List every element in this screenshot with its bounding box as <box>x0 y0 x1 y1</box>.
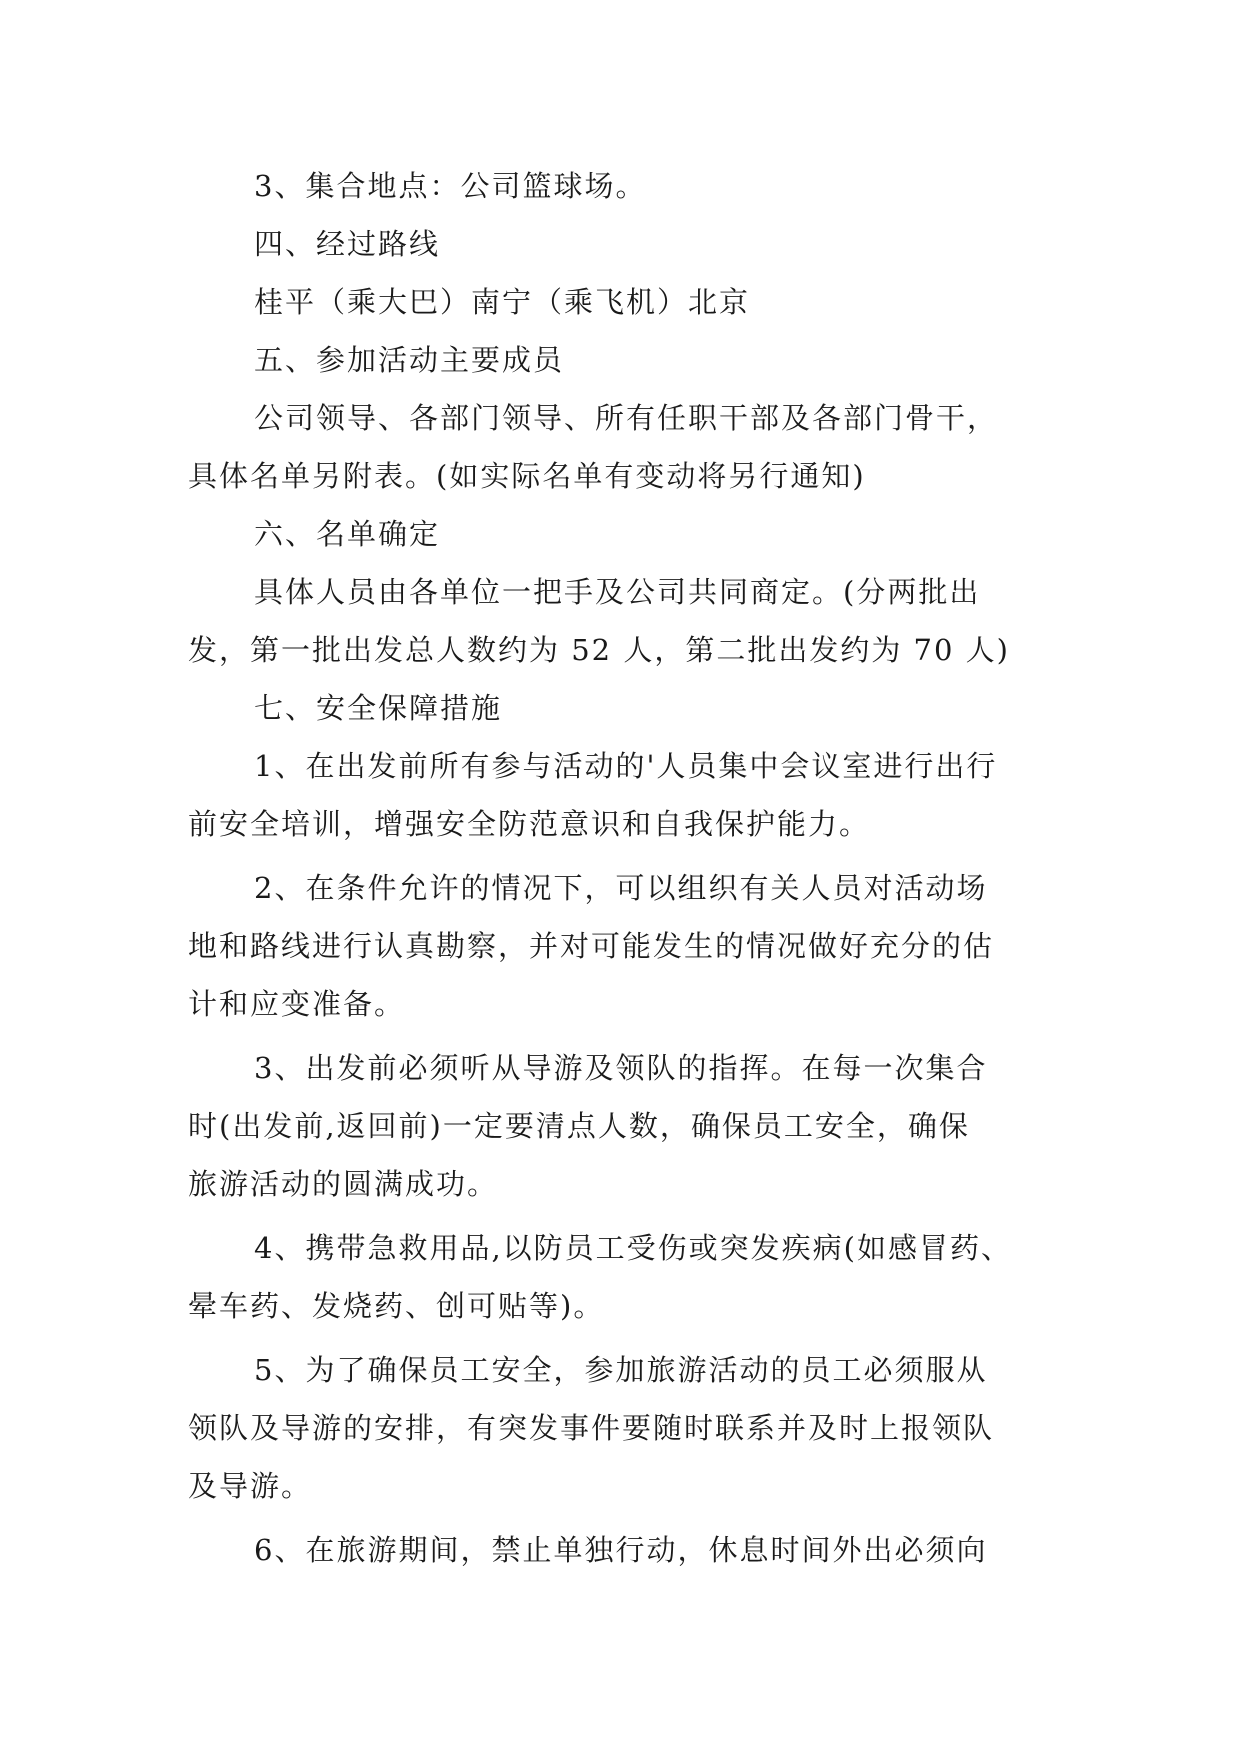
text-line-assembly-point: 3、集合地点：公司篮球场。 <box>254 169 647 203</box>
text-line-route: 桂平（乘大巴）南宁（乘飞机）北京 <box>254 285 751 319</box>
text-line-list-1: 具体人员由各单位一把手及公司共同商定。(分两批出 <box>254 575 981 609</box>
text-line-safety-3b: 时(出发前,返回前)一定要清点人数，确保员工安全，确保 <box>188 1109 970 1143</box>
text-line-safety-2a: 2、在条件允许的情况下，可以组织有关人员对活动场 <box>254 871 988 905</box>
section-heading-members: 五、参加活动主要成员 <box>254 343 565 377</box>
text-line-safety-2c: 计和应变准备。 <box>188 987 406 1021</box>
text-line-safety-6a: 6、在旅游期间，禁止单独行动，休息时间外出必须向 <box>254 1533 988 1567</box>
text-line-safety-5c: 及导游。 <box>188 1469 313 1503</box>
text-line-safety-1b: 前安全培训，增强安全防范意识和自我保护能力。 <box>188 807 871 841</box>
text-line-safety-2b: 地和路线进行认真勘察，并对可能发生的情况做好充分的估 <box>188 929 995 963</box>
section-heading-route: 四、经过路线 <box>254 227 441 261</box>
text-line-safety-5b: 领队及导游的安排，有突发事件要随时联系并及时上报领队 <box>188 1411 995 1445</box>
text-line-safety-4b: 晕车药、发烧药、创可贴等)。 <box>188 1289 605 1323</box>
document-body <box>188 157 1058 1579</box>
text-line-safety-3a: 3、出发前必须听从导游及领队的指挥。在每一次集合 <box>254 1051 988 1085</box>
text-line-list-2: 发，第一批出发总人数约为 52 人，第二批出发约为 70 人) <box>188 633 1010 667</box>
text-line-members-1: 公司领导、各部门领导、所有任职干部及各部门骨干， <box>254 401 999 435</box>
text-line-safety-1a: 1、在出发前所有参与活动的'人员集中会议室进行出行 <box>254 749 998 783</box>
text-line-members-2: 具体名单另附表。(如实际名单有变动将另行通知) <box>188 459 866 493</box>
text-line-safety-3c: 旅游活动的圆满成功。 <box>188 1167 499 1201</box>
text-line-safety-4a: 4、携带急救用品,以防员工受伤或突发疾病(如感冒药、 <box>254 1231 1012 1265</box>
text-line-safety-5a: 5、为了确保员工安全，参加旅游活动的员工必须服从 <box>254 1353 988 1387</box>
section-heading-list: 六、名单确定 <box>254 517 441 551</box>
section-heading-safety: 七、安全保障措施 <box>254 691 503 725</box>
